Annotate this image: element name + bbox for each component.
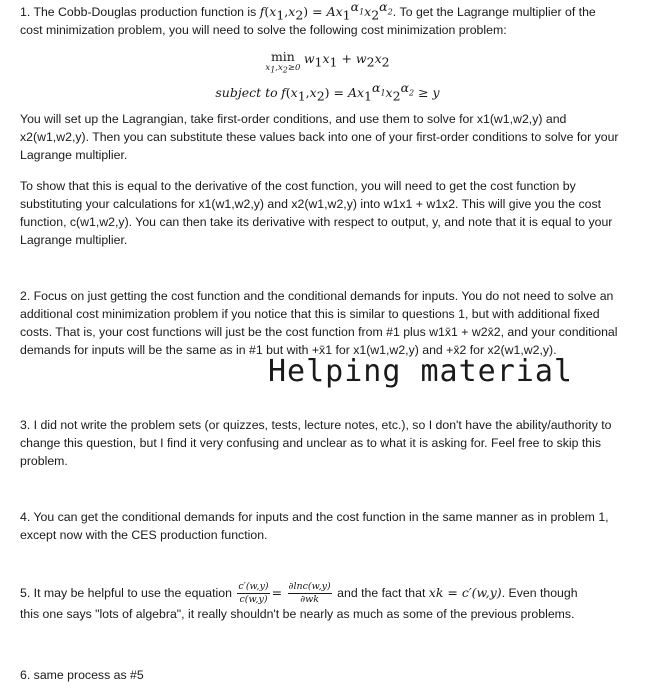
problem-2: 2. Focus on just getting the cost function and the conditional demands for inputs. You do not need to solve an additional cost minimization problem if you notice that this is similar to questions 1, but with additional fixed costs. That is, your cost functions will just be the cost function from #1 plus w1x̄1 + w2x̄2, and your conditional demands for inputs will be the same as in #1 but with +x̄1 for x1(w1,w2,y) and +x̄2 for x2(w1,w2,y). [20, 289, 618, 357]
problem-3: 3. I did not write the problem sets (or quizzes, tests, lecture notes, etc.), so I don't have the ability/authority to change this question, but I find it very confusing and unclear as to what it is asking for. Feel free to skip this problem. [20, 418, 612, 468]
problem-5: 5. It may be helpful to use the equation $\frac{c'(w,y)}{c(w,y)}$ = $\frac{\partial\ln c(w,y)}{\partial wk}$ and the fact that xk = c′(w,y). Even though this one says "lots of algebra", it really shouldn't be nearly as much as some of the previous problems. [20, 581, 578, 621]
production-function: f [259, 4, 265, 19]
problem-4: 4. You can get the conditional demands for inputs and the cost function in the same manner as in problem 1, except now with the CES production function. [20, 510, 609, 542]
fraction-cost-derivative: $\frac{c'(w,y)}{c(w,y)}$ [238, 581, 269, 605]
fraction-log-derivative: $\frac{\partial\ln c(w,y)}{\partial wk}$ [288, 581, 331, 605]
problem-6: 6. same process as #5 [20, 668, 144, 682]
constraint: subject to $f(x_1,x_2) = Ax_1^{\alpha_1}x_2^{\alpha_2} \ge y$ [215, 79, 440, 104]
objective-function: min $x_1,x_2\ge 0$ $w_1x_1 + w_2x_2$ [265, 49, 390, 75]
problem-1-lagrangian-text: You will set up the Lagrangian, take first-order conditions, and use them to solve for x1(w1,w2,y) and x2(w1,w2,y). Then you can substitute these values back into one of your first-order conditions to solve for your Lagrange multiplier. [20, 112, 619, 162]
helping-material-watermark: Helping material [268, 354, 573, 389]
problem-1-cost-function-text: To show that this is equal to the derivative of the cost function, you will need to get the cost function by substituting your calculations for x1(w1,w2,y) and x2(w1,w2,y) into w1x1 + w1x2. This will give you the cost function, c(w1,w2,y). You can then take its derivative with respect to output, y, and note that it is equal to your Lagrange multiplier. [20, 179, 613, 247]
problem-1: 1. The Cobb-Douglas production function is $f(x_1,x_2) = Ax_1^{\alpha_1}x_2^{\alpha_2}$. To get the Lagrange multiplier of the cost minimization problem, you will need to solve the following cost minimization problem: [20, 0, 596, 37]
